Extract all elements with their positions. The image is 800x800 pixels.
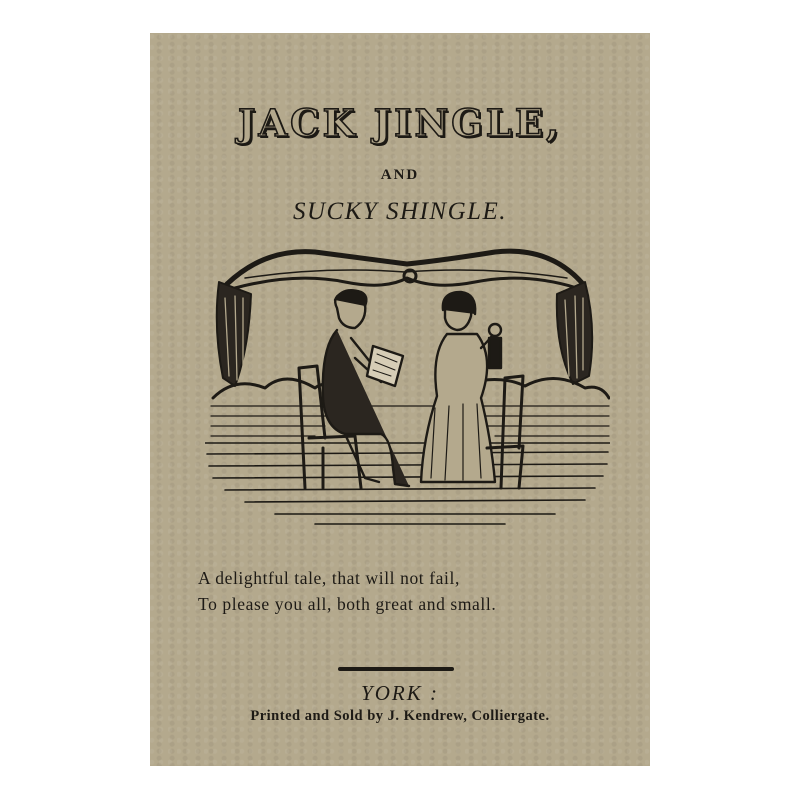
verse bbox=[198, 565, 496, 617]
woodcut-illustration bbox=[205, 238, 610, 528]
divider-rule bbox=[338, 667, 454, 671]
place-of-publication: YORK : bbox=[361, 681, 439, 705]
book-subtitle: SUCKY SHINGLE. bbox=[292, 198, 508, 225]
verse-line: A delightful tale, that will not fail, bbox=[198, 568, 460, 588]
book-title: JACK JINGLE, bbox=[237, 101, 563, 145]
title-conjunction: AND bbox=[380, 167, 420, 183]
verse-line: To please you all, both great and small. bbox=[198, 594, 497, 614]
shrubbery bbox=[213, 378, 609, 398]
printer-imprint: Printed and Sold by J. Kendrew, Colliergate. bbox=[250, 708, 550, 724]
left-drape bbox=[217, 282, 251, 386]
woman-with-doll bbox=[421, 292, 501, 482]
man-reading bbox=[323, 290, 409, 486]
book-cover bbox=[150, 33, 650, 766]
